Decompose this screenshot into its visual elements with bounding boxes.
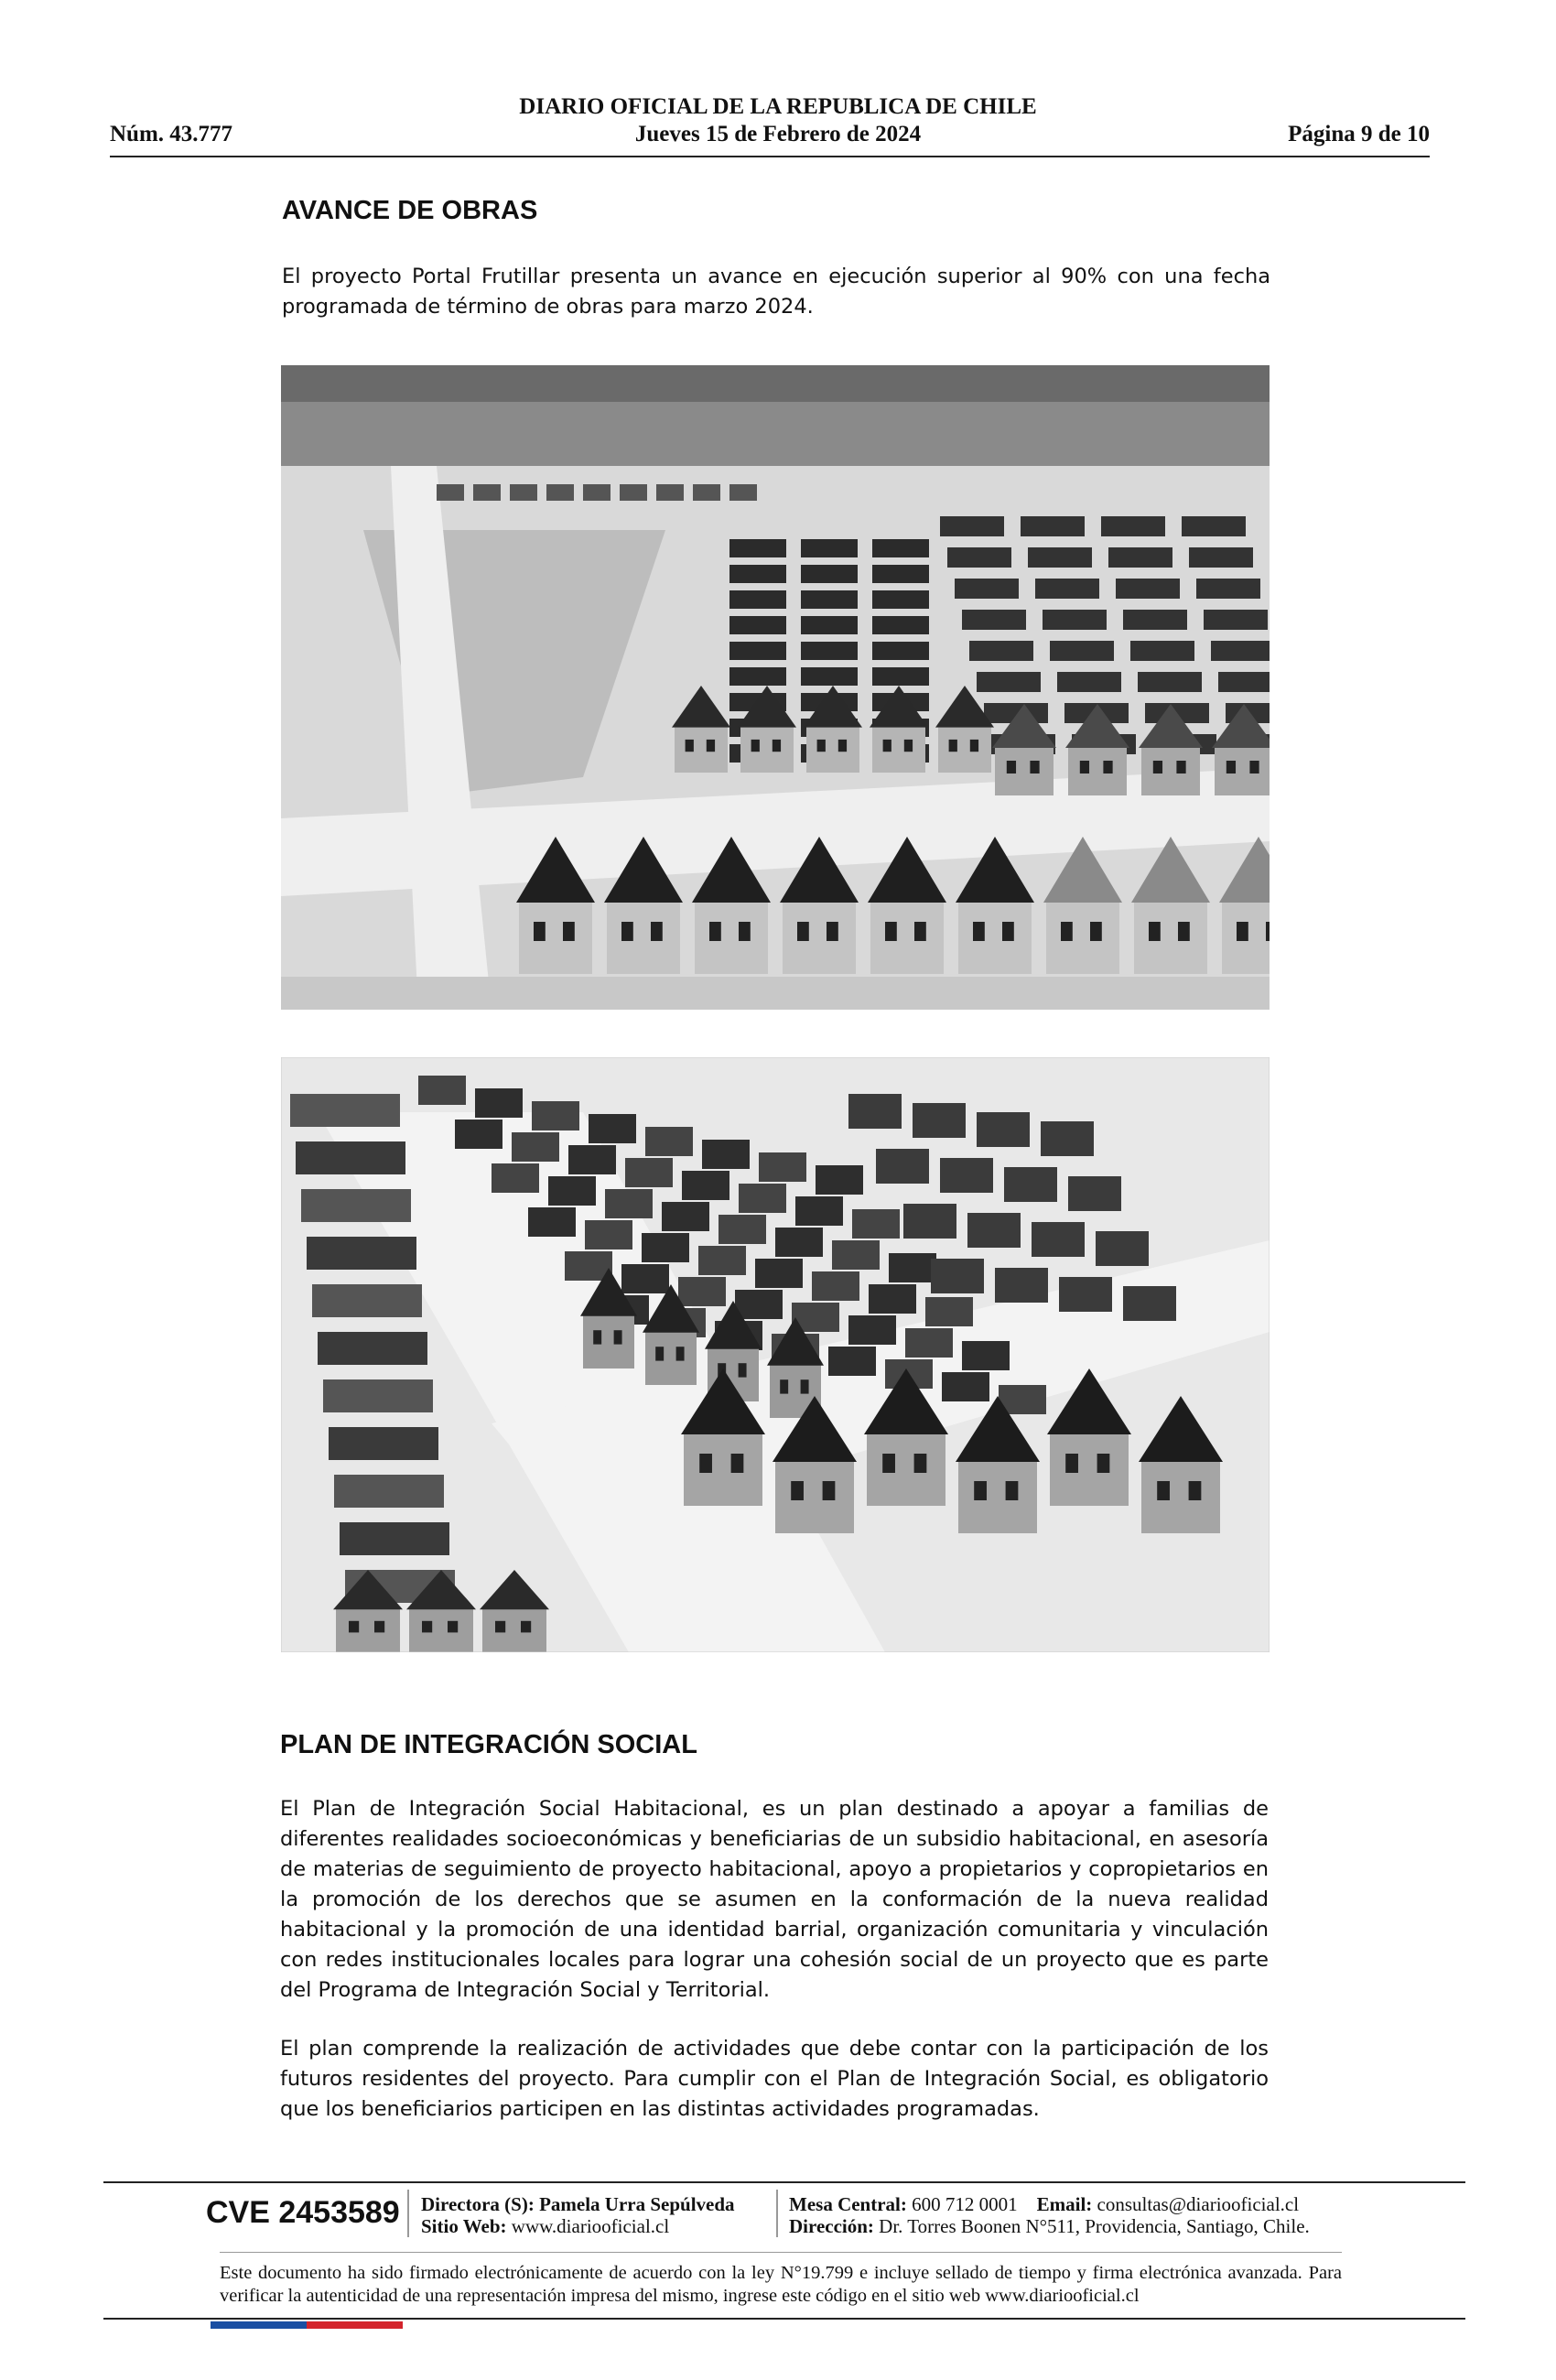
rooftop-shape bbox=[583, 484, 611, 501]
rooftop-shape bbox=[620, 484, 647, 501]
flag-stripe-red bbox=[307, 2321, 403, 2329]
rooftop-shape bbox=[512, 1132, 559, 1162]
rooftop-shape bbox=[801, 590, 858, 609]
rooftop-shape bbox=[1043, 610, 1107, 630]
rooftop-shape bbox=[955, 579, 1019, 599]
rooftop-shape bbox=[568, 1145, 616, 1174]
rooftop-shape bbox=[307, 1237, 416, 1270]
rooftop-shape bbox=[301, 1189, 411, 1222]
rooftop-shape bbox=[621, 1264, 669, 1293]
rooftop-shape bbox=[1123, 1286, 1176, 1321]
email-link[interactable]: consultas@diariooficial.cl bbox=[1097, 2193, 1300, 2215]
rooftop-shape bbox=[418, 1076, 466, 1105]
section-heading-avance: AVANCE DE OBRAS bbox=[282, 196, 538, 225]
rooftop-shape bbox=[729, 667, 786, 686]
rooftop-shape bbox=[1050, 641, 1114, 661]
footer-director-block bbox=[421, 2193, 735, 2237]
website-label: Sitio Web: bbox=[421, 2215, 507, 2237]
rooftop-shape bbox=[977, 1112, 1030, 1147]
rooftop-shape bbox=[296, 1141, 405, 1174]
rooftop-shape bbox=[1130, 641, 1194, 661]
aerial-photo-housing-rows bbox=[281, 1057, 1270, 1652]
rooftop-shape bbox=[816, 1165, 863, 1195]
rooftop-shape bbox=[528, 1207, 576, 1237]
rooftop-shape bbox=[931, 1259, 984, 1293]
rooftop-shape bbox=[801, 539, 858, 557]
rooftop-shape bbox=[492, 1163, 539, 1193]
rooftop-shape bbox=[812, 1271, 859, 1301]
rooftop-shape bbox=[969, 641, 1033, 661]
rooftop-shape bbox=[605, 1189, 653, 1218]
photo-1-drawing bbox=[281, 365, 1270, 1010]
footer-divider-mid bbox=[220, 2252, 1342, 2253]
rooftop-shape bbox=[1035, 579, 1099, 599]
rooftop-shape bbox=[848, 1094, 902, 1129]
rooftop-shape bbox=[872, 565, 929, 583]
rooftop-shape bbox=[1021, 516, 1085, 536]
rooftop-shape bbox=[662, 1202, 709, 1231]
rooftop-shape bbox=[334, 1475, 444, 1508]
rooftop-shape bbox=[729, 539, 786, 557]
section-paragraph-integracion-1: El Plan de Integración Social Habitacional, es un plan destinado a apoyar a familias de diferentes realidades socioeconómicas y beneficiarias de un subsidio habitacional, en asesoría de materias de seguimiento de proyecto habitacional, apoyo a propietarios y copropietarios en la promoción de los derechos que se asumen en la conformación de la nueva realidad habitacional y la promoción de una identidad barrial, organización comunitaria y vinculación con redes institucionales locales para lograr una cohesión social de un proyecto que es parte del Programa de Integración Social y Territorial. bbox=[280, 1797, 1269, 2002]
rooftop-shape bbox=[642, 1233, 689, 1262]
rooftop-shape bbox=[729, 642, 786, 660]
rooftop-shape bbox=[801, 642, 858, 660]
issue-date: Jueves 15 de Febrero de 2024 bbox=[634, 122, 922, 146]
rooftop-shape bbox=[801, 565, 858, 583]
rooftop-shape bbox=[759, 1152, 806, 1182]
phone-label: Mesa Central: bbox=[789, 2193, 907, 2215]
page-number: Página 9 de 10 bbox=[1288, 122, 1430, 146]
rooftop-shape bbox=[698, 1246, 746, 1275]
rooftop-shape bbox=[876, 1149, 929, 1184]
rooftop-shape bbox=[329, 1427, 438, 1460]
rooftop-shape bbox=[1032, 1222, 1085, 1257]
rooftop-shape bbox=[645, 1127, 693, 1156]
phone-number: 600 712 0001 bbox=[912, 2193, 1018, 2215]
rooftop-shape bbox=[532, 1101, 579, 1130]
rooftop-shape bbox=[755, 1259, 803, 1288]
rooftop-shape bbox=[905, 1328, 953, 1358]
rooftop-shape bbox=[1138, 672, 1202, 692]
section-paragraph-integracion-2: El plan comprende la realización de actividades que debe contar con la participación de los futuros residentes del proyecto. Para cumplir con el Plan de Integración Social, es obligatorio que los beneficiarios participen en las distintas actividades programadas. bbox=[280, 2037, 1269, 2121]
rooftop-shape bbox=[1116, 579, 1180, 599]
rooftop-shape bbox=[852, 1209, 900, 1239]
rooftop-shape bbox=[1059, 1277, 1112, 1312]
rooftop-shape bbox=[832, 1240, 880, 1270]
footer-divider-bottom bbox=[103, 2318, 1465, 2320]
rooftop-shape bbox=[729, 616, 786, 634]
rooftop-shape bbox=[947, 547, 1011, 568]
rooftop-shape bbox=[585, 1220, 632, 1250]
website-link[interactable]: www.diariooficial.cl bbox=[511, 2215, 670, 2237]
rooftop-shape bbox=[1041, 1121, 1094, 1156]
rooftop-shape bbox=[848, 1315, 896, 1345]
rooftop-shape bbox=[548, 1176, 596, 1206]
rooftop-shape bbox=[678, 1277, 726, 1306]
tree-line bbox=[281, 365, 1270, 402]
rooftop-shape bbox=[869, 1284, 916, 1314]
rooftop-shape bbox=[437, 484, 464, 501]
rooftop-shape bbox=[942, 1372, 989, 1401]
rooftop-shape bbox=[473, 484, 501, 501]
rooftop-shape bbox=[702, 1140, 750, 1169]
footer-divider-top bbox=[103, 2181, 1465, 2183]
rooftop-shape bbox=[962, 610, 1026, 630]
rooftop-shape bbox=[318, 1332, 427, 1365]
rooftop-shape bbox=[1211, 641, 1270, 661]
email-label: Email: bbox=[1036, 2193, 1093, 2215]
rooftop-shape bbox=[995, 1268, 1048, 1303]
director-label: Directora (S): bbox=[421, 2193, 535, 2215]
footer-separator bbox=[776, 2190, 778, 2237]
rooftop-shape bbox=[1057, 672, 1121, 692]
rooftop-shape bbox=[510, 484, 537, 501]
rooftop-shape bbox=[1068, 1176, 1121, 1211]
rooftop-shape bbox=[940, 516, 1004, 536]
fence-line bbox=[281, 977, 1270, 1010]
address-label: Dirección: bbox=[789, 2215, 874, 2237]
rooftop-shape bbox=[719, 1215, 766, 1244]
rooftop-shape bbox=[872, 616, 929, 634]
rooftop-shape bbox=[455, 1120, 502, 1149]
rooftop-shape bbox=[729, 565, 786, 583]
header-divider bbox=[110, 156, 1430, 157]
rooftop-shape bbox=[1096, 1231, 1149, 1266]
issue-number: Núm. 43.777 bbox=[110, 122, 233, 146]
rooftop-shape bbox=[739, 1184, 786, 1213]
aerial-photo-housing-construction bbox=[281, 365, 1270, 1010]
publication-title: DIARIO OFICIAL DE LA REPUBLICA DE CHILE bbox=[519, 94, 1037, 119]
footer-separator bbox=[407, 2190, 409, 2237]
rooftop-shape bbox=[828, 1347, 876, 1376]
rooftop-shape bbox=[801, 616, 858, 634]
rooftop-shape bbox=[290, 1094, 400, 1127]
rooftop-shape bbox=[729, 590, 786, 609]
section-heading-integracion: PLAN DE INTEGRACIÓN SOCIAL bbox=[280, 1730, 697, 1759]
rooftop-shape bbox=[1204, 610, 1268, 630]
rooftop-shape bbox=[977, 672, 1041, 692]
rooftop-shape bbox=[682, 1171, 729, 1200]
rooftop-shape bbox=[967, 1213, 1021, 1248]
rooftop-shape bbox=[913, 1103, 966, 1138]
rooftop-shape bbox=[872, 667, 929, 686]
rooftop-shape bbox=[889, 1253, 936, 1282]
flag-stripe-blue bbox=[211, 2321, 307, 2329]
rooftop-shape bbox=[1108, 547, 1172, 568]
rooftop-shape bbox=[795, 1196, 843, 1226]
rooftop-shape bbox=[546, 484, 574, 501]
section-paragraph-avance: El proyecto Portal Frutillar presenta un avance en ejecución superior al 90% con una fecha programada de término de obras para marzo 2024. bbox=[282, 265, 1270, 319]
rooftop-shape bbox=[1196, 579, 1260, 599]
rooftop-shape bbox=[1182, 516, 1246, 536]
rooftop-shape bbox=[735, 1290, 783, 1319]
rooftop-shape bbox=[1123, 610, 1187, 630]
rooftop-shape bbox=[693, 484, 720, 501]
rooftop-shape bbox=[1028, 547, 1092, 568]
address-text: Dr. Torres Boonen N°511, Providencia, Santiago, Chile. bbox=[879, 2215, 1310, 2237]
rooftop-shape bbox=[925, 1297, 973, 1326]
rooftop-shape bbox=[625, 1158, 673, 1187]
rooftop-shape bbox=[1101, 516, 1165, 536]
footer-contact-block bbox=[789, 2193, 1310, 2237]
rooftop-shape bbox=[475, 1088, 523, 1118]
cve-code: CVE 2453589 bbox=[206, 2195, 400, 2230]
rooftop-shape bbox=[872, 590, 929, 609]
rooftop-shape bbox=[872, 539, 929, 557]
signature-note: Este documento ha sido firmado electrónicamente de acuerdo con la ley N°19.799 e incluye sellado de tiempo y firma electrónica avanzada. Para verificar la autenticidad de una representación impresa del mismo, ingrese este código en el sitio web www.diariooficial.cl bbox=[220, 2263, 1342, 2306]
rooftop-shape bbox=[872, 642, 929, 660]
rooftop-shape bbox=[340, 1522, 449, 1555]
rooftop-shape bbox=[801, 667, 858, 686]
rooftop-shape bbox=[1004, 1167, 1057, 1202]
director-name: Pamela Urra Sepúlveda bbox=[539, 2193, 735, 2215]
rooftop-shape bbox=[729, 484, 757, 501]
rooftop-shape bbox=[589, 1114, 636, 1143]
rooftop-shape bbox=[1218, 672, 1270, 692]
rooftop-shape bbox=[940, 1158, 993, 1193]
rooftop-shape bbox=[1189, 547, 1253, 568]
rooftop-shape bbox=[903, 1204, 956, 1239]
rooftop-shape bbox=[656, 484, 684, 501]
rooftop-shape bbox=[323, 1379, 433, 1412]
photo-2-drawing bbox=[281, 1057, 1270, 1652]
rooftop-shape bbox=[775, 1228, 823, 1257]
rooftop-shape bbox=[312, 1284, 422, 1317]
rooftop-shape bbox=[962, 1341, 1010, 1370]
